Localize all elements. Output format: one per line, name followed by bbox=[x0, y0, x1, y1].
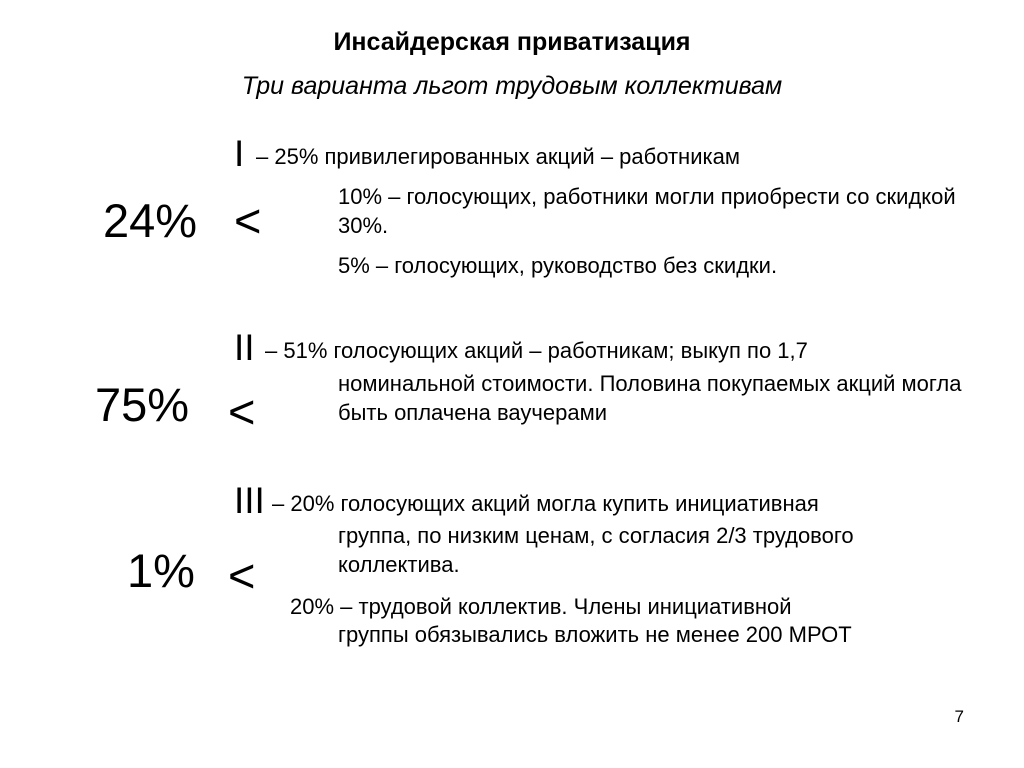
slide-title: Инсайдерская приватизация bbox=[333, 28, 691, 56]
option-3-extra-line: 20% – трудовой коллектив. Члены инициативной bbox=[290, 594, 792, 619]
option-1-arrow: < bbox=[234, 194, 262, 247]
option-3-roman: III bbox=[234, 480, 265, 521]
option-2-percent: 75% bbox=[95, 378, 190, 431]
option-1-roman: I bbox=[234, 133, 245, 174]
page-number: 7 bbox=[954, 707, 964, 726]
option-1-percent: 24% bbox=[103, 194, 198, 247]
option-3-percent: 1% bbox=[127, 544, 195, 597]
option-3-headline: – 20% голосующих акций могла купить инициативная bbox=[272, 491, 819, 516]
option-1-headline: – 25% привилегированных акций – работникам bbox=[256, 144, 740, 169]
option-1-subitem: 5% – голосующих, руководство без скидки. bbox=[338, 253, 778, 278]
option-3-extra-continuation: группы обязывались вложить не менее 200 МРОТ bbox=[338, 622, 852, 647]
slide-subtitle: Три варианта льгот трудовым коллективам bbox=[241, 72, 783, 100]
option-3-arrow: < bbox=[228, 549, 256, 602]
option-2-headline: – 51% голосующих акций – работникам; выкуп по 1,7 bbox=[265, 338, 808, 363]
option-2-continuation: номинальной стоимости. Половина покупаемых акций могла быть оплачена ваучерами bbox=[338, 371, 962, 425]
option-2-roman: II bbox=[234, 327, 255, 368]
option-1-subitem: 10% – голосующих, работники могли приобрести со скидкой 30%. bbox=[338, 184, 956, 238]
option-2-arrow: < bbox=[228, 385, 256, 438]
option-3-continuation: группа, по низким ценам, с согласия 2/3 трудового коллектива. bbox=[338, 523, 854, 577]
